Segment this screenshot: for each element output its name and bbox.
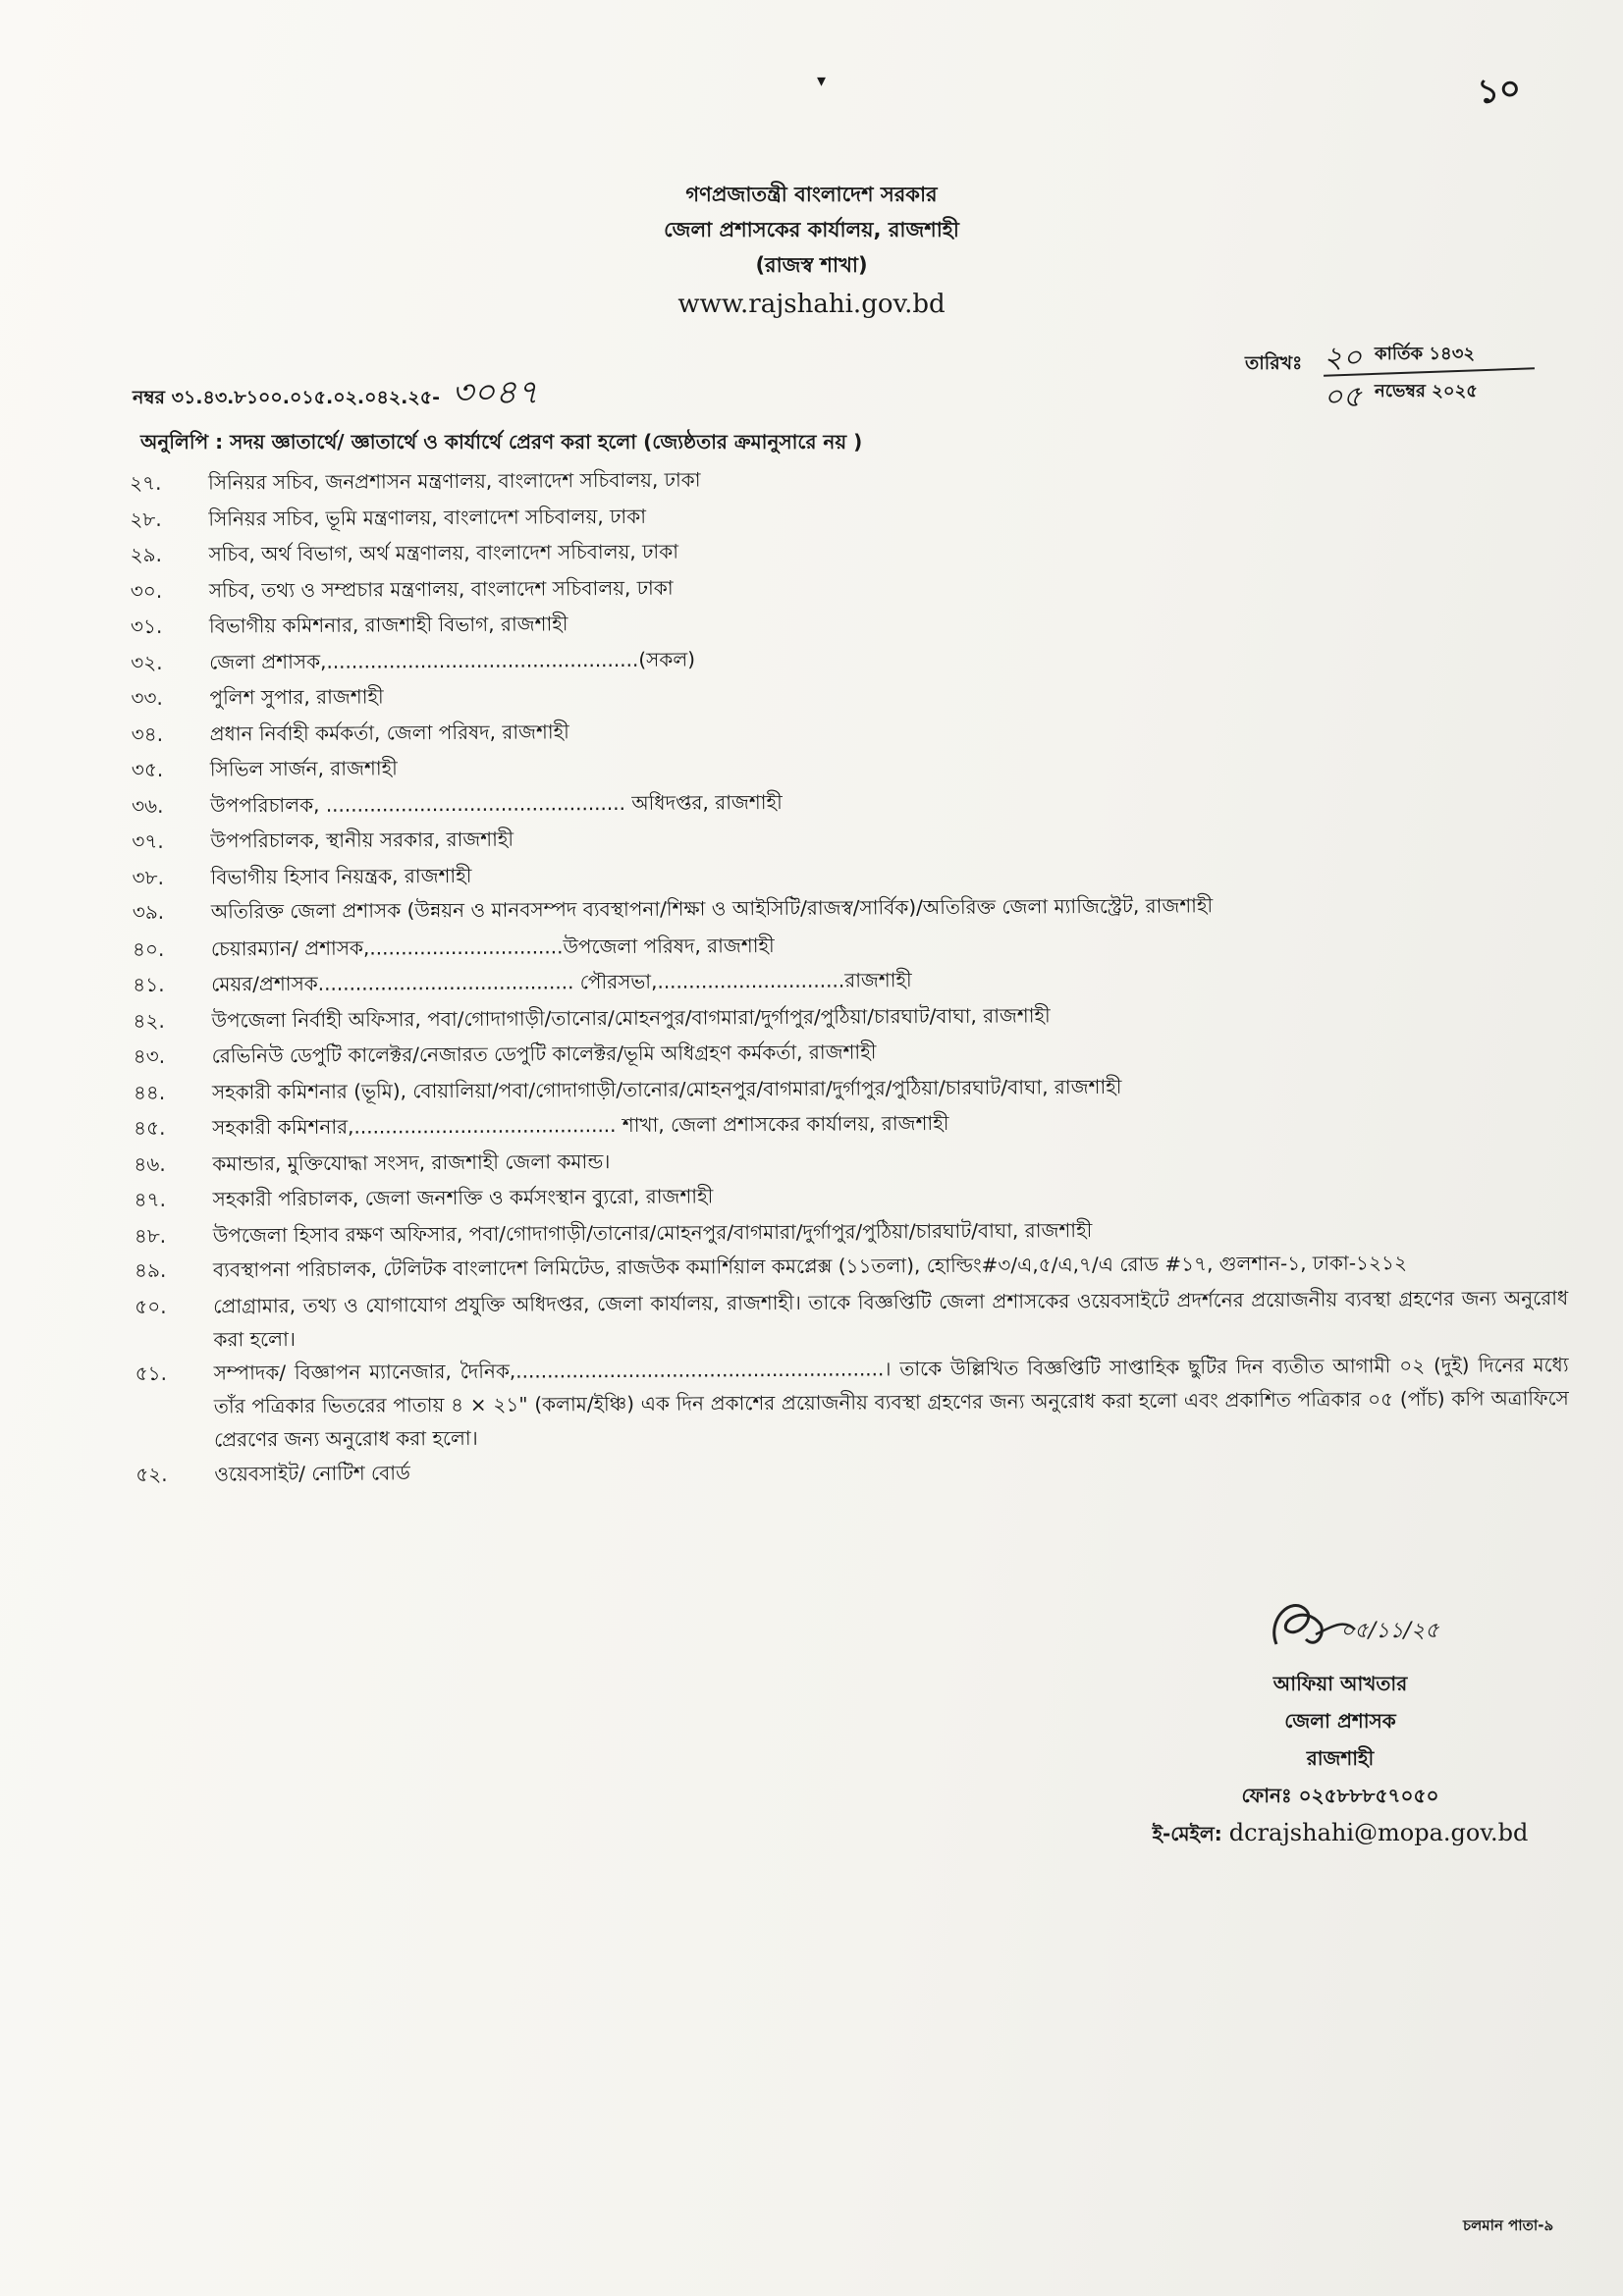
list-item-number: ৩০. [130, 578, 163, 603]
list-item-number: ৫২. [135, 1462, 168, 1486]
list-item-text: মেয়র/প্রশাসক......................................... পৌরসভা,..............................রাজশাহী [211, 968, 912, 996]
signatory-place: রাজশাহী [1306, 1746, 1375, 1770]
list-item-text: বিভাগীয় হিসাব নিয়ন্ত্রক, রাজশাহী [210, 863, 472, 889]
website-link[interactable]: www.rajshahi.gov.bd [677, 290, 946, 319]
list-item-text: সিভিল সার্জন, রাজশাহী [209, 756, 398, 781]
memo-number [133, 367, 538, 423]
signatory-email-line [1129, 1814, 1551, 1852]
list-item [135, 1281, 1568, 1357]
date-label: তারিখঃ [1245, 352, 1303, 374]
list-item-number: ৩৪. [131, 721, 164, 746]
copy-to-intro: অনুলিপি : সদয় জ্ঞাতার্থে/ জ্ঞাতার্থে ও কার্যার্থে প্রেরণ করা হলো (জ্যেষ্ঠতার ক্রমানুসারে নয় ) [140, 430, 863, 454]
list-item-text: ব্যবস্থাপনা পরিচালক, টেলিটক বাংলাদেশ লিমিটেড, রাজউক কমার্শিয়াল কমপ্লেক্স (১১তলা), হোল্ডিং#৩/এ,৫/এ,৭/এ রোড #১৭, গুলশান-১, ঢাকা-১২১২ [212, 1251, 1408, 1282]
page-marker: ১০ [1475, 68, 1523, 113]
list-item-text: সম্পাদক/ বিজ্ঞাপন ম্যানেজার, দৈনিক,...........................................................। তাকে উল্লিখিত বিজ্ঞপ্তিটি সাপ্তাহিক ছুটির দিন ব্যতীত আগামী ০২ (দুই) দিনের মধ্যে তাঁর পত্রিকার ভিতরের পাতায় ৪ × ২১" (কলাম/ইঞ্চি) এক দিন প্রকাশের প্রয়োজনীয় ব্যবস্থা গ্রহণের জন্য অনুরোধ করা হলো এবং প্রকাশিত পত্রিকার ০৫ (পাঁচ) কপি অত্রাফিসে প্রেরণের জন্য অনুরোধ করা হলো। [213, 1352, 1569, 1451]
list-item-text: কমান্ডার, মুক্তিযোদ্ধা সংসদ, রাজশাহী জেলা কমান্ড। [212, 1148, 611, 1175]
list-item-text: চেয়ারম্যান/ প্রশাসক,...............................উপজেলা পরিষদ, রাজশাহী [210, 933, 775, 961]
list-item-text: উপপরিচালক, স্থানীয় সরকার, রাজশাহী [210, 827, 514, 853]
list-item-text: প্রধান নির্বাহী কর্মকর্তা, জেলা পরিষদ, রাজশাহী [209, 719, 569, 746]
list-item-number: ২৭. [130, 470, 162, 495]
section-name: (রাজস্ব শাখা) [755, 253, 868, 277]
list-item-number: ৪৮. [134, 1223, 167, 1248]
list-item-number: ২৯. [130, 542, 162, 566]
list-item-number: ৩১. [130, 614, 163, 638]
list-item [135, 1348, 1570, 1457]
list-item-number: ৩৮. [132, 865, 164, 889]
list-item-text: উপজেলা নির্বাহী অফিসার, পবা/গোদাগাড়ী/তানোর/মোহনপুর/বাগমারা/দুর্গাপুর/পুঠিয়া/চারঘাট/বাঘা, রাজশাহী [211, 1002, 1051, 1033]
list-item-number: ৪৭. [134, 1187, 166, 1211]
list-item-text: সিনিয়র সচিব, ভূমি মন্ত্রণালয়, বাংলাদেশ সচিবালয়, ঢাকা [208, 504, 647, 531]
list-item-text: অতিরিক্ত জেলা প্রশাসক (উন্নয়ন ও মানবসম্পদ ব্যবস্থাপনা/শিক্ষা ও আইসিটি/রাজস্ব/সার্বিক)/অতিরিক্ত জেলা ম্যাজিস্ট্রেট, রাজশাহী [210, 893, 1214, 924]
list-item-number: ৩৯. [132, 899, 165, 924]
date-day-bangla: ২০ [1324, 341, 1363, 375]
list-item-number: ৪৫. [134, 1115, 166, 1140]
list-item-number: ৩২. [131, 650, 163, 674]
list-item-number: ২৮. [130, 507, 162, 531]
list-item-number: ৩৫. [131, 757, 164, 781]
list-item-number: ৪২. [133, 1008, 165, 1033]
list-item-number: ৪৪. [133, 1080, 166, 1104]
list-item-text: প্রোগ্রামার, তথ্য ও যোগাযোগ প্রযুক্তি অধিদপ্তর, জেলা কার্যালয়, রাজশাহী। তাকে বিজ্ঞপ্তিটি জেলা প্রশাসকের ওয়েবসাইটে প্রদর্শনের প্রয়োজনীয় ব্যবস্থা গ্রহণের জন্য অনুরোধ করা হলো। [213, 1285, 1569, 1351]
list-item-text: উপজেলা হিসাব রক্ষণ অফিসার, পবা/গোদাগাড়ী/তানোর/মোহনপুর/বাগমারা/দুর্গাপুর/পুঠিয়া/চারঘাট/বাঘা, রাজশাহী [212, 1217, 1093, 1247]
signature-scribble [1247, 1590, 1443, 1659]
list-item-text: সহকারী পরিচালক, জেলা জনশক্তি ও কর্মসংস্থান ব্যুরো, রাজশাহী [212, 1184, 714, 1211]
list-item-text: বিভাগীয় কমিশনার, রাজশাহী বিভাগ, রাজশাহী [208, 612, 568, 638]
list-item-text: ওয়েবসাইট/ নোটিশ বোর্ড [214, 1460, 410, 1485]
list-item-number: ৪৯. [134, 1257, 167, 1282]
memo-number-label: নম্বর ৩১.৪৩.৮১০০.০১৫.০২.০৪২.২৫- [133, 387, 440, 408]
list-item-number: ৩৬. [132, 793, 164, 818]
signatory-name: আফিয়া আখতার [1272, 1672, 1408, 1695]
list-item-number: ৪১. [133, 972, 165, 996]
list-item-text: সহকারী কমিশনার,.......................................... শাখা, জেলা প্রশাসকের কার্যালয়, রাজশাহী [212, 1110, 949, 1140]
list-item-text: সচিব, তথ্য ও সম্প্রচার মন্ত্রণালয়, বাংলাদেশ সচিবালয়, ঢাকা [208, 575, 674, 603]
date-month-bangla: কার্তিক ১৪৩২ [1375, 344, 1476, 364]
list-item-number: ৩৩. [131, 685, 163, 710]
list-item-number: ৩৭. [132, 828, 164, 853]
date-day-gregorian: ০৫ [1324, 380, 1362, 414]
continuation-note: চলমান পাতা-৯ [1463, 2216, 1554, 2234]
memo-handwritten-number: ৩০৪৭ [451, 373, 539, 412]
govt-name: গণপ্রজাতন্ত্রী বাংলাদেশ সরকার [685, 183, 938, 206]
list-item [135, 1448, 1569, 1492]
list-item-text: পুলিশ সুপার, রাজশাহী [209, 684, 384, 710]
signatory-phone: ফোনঃ ০২৫৮৮৮৫৭০৫০ [1241, 1784, 1439, 1807]
letterhead [0, 177, 1623, 322]
signatory-designation: জেলা প্রশাসক [1284, 1709, 1396, 1733]
list-item-text: রেভিনিউ ডেপুটি কালেক্টর/নেজারত ডেপুটি কালেক্টর/ভূমি অধিগ্রহণ কর্মকর্তা, রাজশাহী [211, 1040, 877, 1068]
office-name: জেলা প্রশাসকের কার্যালয়, রাজশাহী [664, 218, 959, 241]
email-label: ই-মেইল: [1152, 1822, 1229, 1845]
list-item-text: জেলা প্রশাসক,..................................................(সকল) [209, 646, 696, 674]
date-block [1245, 334, 1540, 412]
list-item-number: ৫০. [135, 1294, 167, 1318]
list-item-number: ৫১. [135, 1361, 168, 1385]
list-item-number: ৪০. [132, 936, 165, 961]
list-item-number: ৪৩. [133, 1043, 166, 1068]
email-link[interactable]: dcrajshahi@mopa.gov.bd [1228, 1819, 1529, 1846]
list-item-text: সিনিয়র সচিব, জনপ্রশাসন মন্ত্রণালয়, বাংলাদেশ সচিবালয়, ঢাকা [208, 467, 701, 495]
list-item-text: সহকারী কমিশনার (ভূমি), বোয়ালিয়া/পবা/গোদাগাড়ী/তানোর/মোহনপুর/বাগমারা/দুর্গাপুর/পুঠিয়া/চারঘাট/বাঘা, রাজশাহী [211, 1074, 1122, 1103]
date-month-gregorian: নভেম্বর ২০২৫ [1375, 381, 1478, 401]
distribution-list [130, 456, 1569, 1492]
list-item-text: সচিব, অর্থ বিভাগ, অর্থ মন্ত্রণালয়, বাংলাদেশ সচিবালয়, ঢাকা [208, 539, 679, 566]
list-item-number: ৪৬. [134, 1151, 166, 1176]
signature-date: ০৫/১১/২৫ [1340, 1619, 1439, 1643]
list-item-text: উপপরিচালক, ................................................ অধিদপ্তর, রাজশাহী [210, 789, 783, 818]
top-mark: ▾ [817, 71, 827, 91]
